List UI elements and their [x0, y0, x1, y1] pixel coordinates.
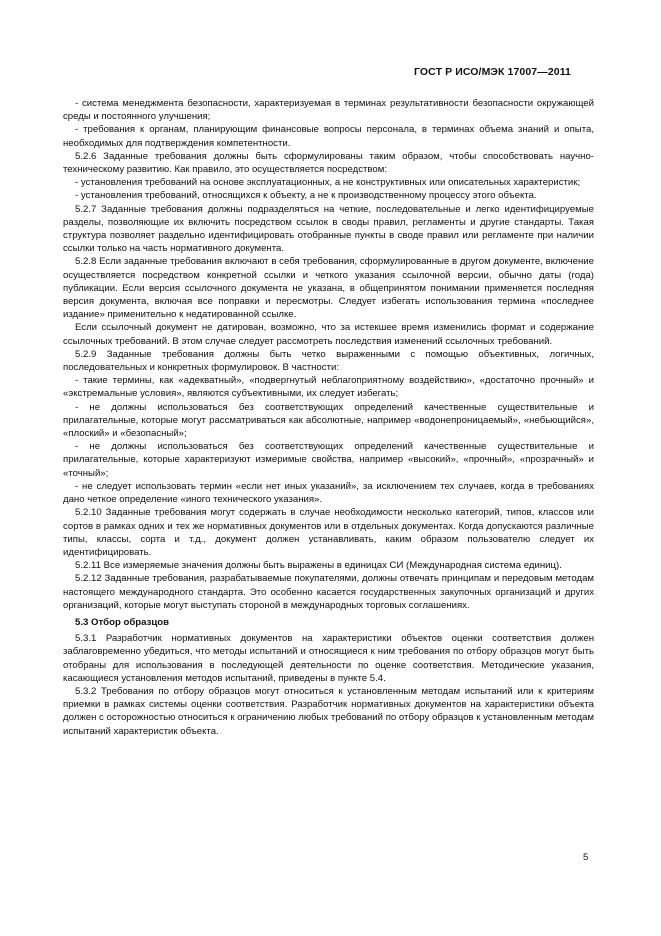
page-number: 5 [583, 852, 589, 863]
paragraph: - такие термины, как «адекватный», «подвергнутый неблагоприятному воздействию», «достаточно прочный» и «экстремальные условия», являются субъективными, их следует избегать; [63, 375, 594, 400]
paragraph: 5.2.6 Заданные требования должны быть сформулированы таким образом, чтобы способствовать научно-техническому развитию. Как правило, это осуществляется посредством: [63, 150, 594, 176]
paragraph: - установления требований, относящихся к объекту, а не к производственному процессу этого объекта. [75, 190, 537, 202]
paragraph: 5.2.7 Заданные требования должны подразделяться на четкие, последовательные и легко идентифицируемые разделы, позволяющие их включить посредством ссылок в своды правил, регламенты и другие стандарты. Такая структура позволяет раздельно идентифицировать отобранные пункты в своде правил или регламенте при наличии ссылки только на часть нормативного документа. [63, 203, 594, 255]
paragraph: 5.3.2 Требования по отбору образцов могут относиться к установленным методам испытаний или к критериям приемки в рамках системы оценки соответствия. Разработчик нормативных документов на характеристики объекта должен с осторожностью относиться к ограничению любых требований по отбору образцов к установленным методам испытаний характеристик объекта. [63, 685, 594, 737]
document-body [63, 97, 594, 738]
paragraph: 5.2.10 Заданные требования могут содержать в случае необходимости несколько категорий, типов, классов или сортов в рамках одних и тех же нормативных документов или в отдельных документах. Когда допускаются различные типы, классы, сорта и т.д., документ должен устанавливать, каким образом пользователю следует их идентифицировать. [63, 507, 594, 558]
paragraph: 5.2.9 Заданные требования должны быть четко выраженными с помощью объективных, логичных, последовательных и конкретных формулировок. В частности: [63, 348, 594, 374]
paragraph: - установления требований на основе эксплуатационных, а не конструктивных или описательных характеристик; [75, 177, 581, 189]
paragraph: 5.3.1 Разработчик нормативных документов на характеристики объектов оценки соответствия должен заблаговременно убедиться, что методы испытаний и относящиеся к ним требования по отбору образцов могут быть отобраны для использования в последующей деятельности по оценке соответствия. Методические указания, касающиеся установления методов испытаний, приведены в пункте 5.4. [63, 633, 594, 684]
paragraph: - система менеджмента безопасности, характеризуемая в терминах результативности безопасности окружающей среды и постоянного улучшения; [63, 98, 594, 123]
paragraph: - не должны использоваться без соответствующих определений качественные существительные и прилагательные, которые характеризуют измеримые свойства, например «высокий», «прочный», «прозрачный» и «точный»; [63, 441, 594, 479]
paragraph: 5.2.11 Все измеряемые значения должны быть выражены в единицах СИ (Международная система единиц). [75, 560, 562, 572]
document-header: ГОСТ Р ИСО/МЭК 17007—2011 [413, 66, 571, 78]
paragraph: Если ссылочный документ не датирован, возможно, что за истекшее время изменились формат и содержание ссылочных требований. В этом случае следует рассмотреть последствия изменений ссылочных требований. [63, 322, 594, 347]
paragraph: 5.2.12 Заданные требования, разрабатываемые покупателями, должны отвечать принципам и передовым методам настоящего международного стандарта. Это особенно касается государственных закупочных организаций и других организаций, которые могут выступать стороной в международных торговых соглашениях. [63, 573, 594, 611]
paragraph: - требования к органам, планирующим финансовые вопросы персонала, в терминах объема знаний и опыта, необходимых для подтверждения компетентности. [63, 124, 594, 149]
section-heading: 5.3 Отбор образцов [75, 616, 169, 628]
paragraph: 5.2.8 Если заданные требования включают в себя требования, сформулированные в другом документе, включение осуществляется посредством конкретной ссылки и четкого указания ссылочной версии, обычно даты (года) публикации. Если версия ссылочного документа не указана, в общепринятом понимании применяется последняя версия документа, включая все поправки и пересмотры. Следует избегать использования термина «последнее издание» применительно к недатированной ссылке. [63, 256, 594, 321]
paragraph: - не должны использоваться без соответствующих определений качественные существительные и прилагательные, которые могут рассматриваться как абсолютные, например «водонепроницаемый», «небьющийся», «плоский» и «безопасный»; [63, 401, 594, 440]
paragraph: - не следует использовать термин «если нет иных указаний», за исключением тех случаев, когда в требованиях дано четкое определение «иного технического указания». [63, 480, 594, 506]
